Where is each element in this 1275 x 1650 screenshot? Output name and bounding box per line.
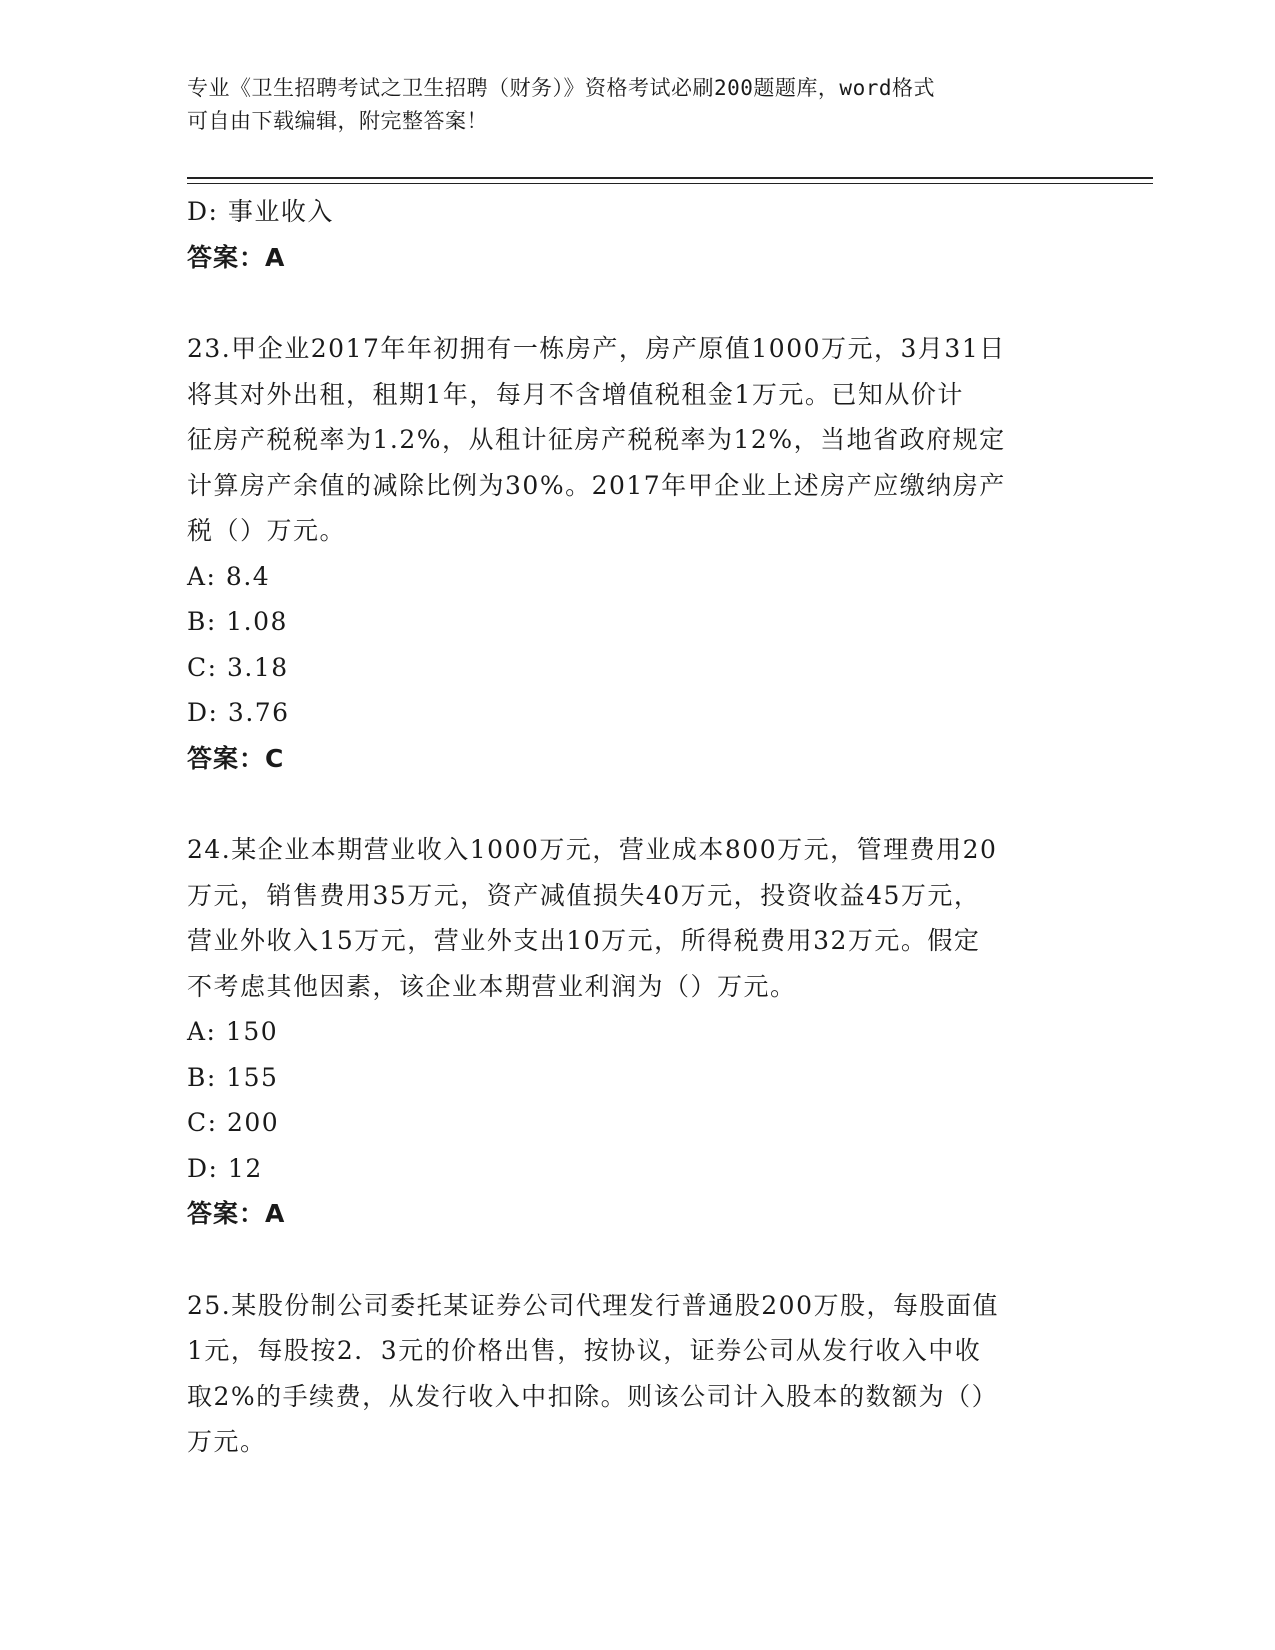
question-stem-line: 不考虑其他因素，该企业本期营业利润为（）万元。 <box>187 971 797 1001</box>
question-stem-line: 1元，每股按2．3元的价格出售，按协议，证券公司从发行收入中收 <box>187 1336 982 1365</box>
header-divider-thick <box>187 177 1153 179</box>
option-c: C: 3.18 <box>187 652 289 682</box>
option-d: D: 12 <box>187 1153 263 1183</box>
question-stem-line: 取2%的手续费，从发行收入中扣除。则该公司计入股本的数额为（） <box>187 1381 999 1411</box>
question-gap <box>187 781 1082 827</box>
question-stem-line: 营业外收入15万元，营业外支出10万元，所得税费用32万元。假定 <box>187 926 981 955</box>
header-title-line-2: 可自由下载编辑，附完整答案！ <box>187 109 488 133</box>
question-stem-line: 23.甲企业2017年年初拥有一栋房产，房产原值1000万元，3月31日 <box>187 334 1006 363</box>
option-d: D: 事业收入 <box>187 197 334 226</box>
answer-line: 答案：C <box>187 743 285 773</box>
option-a: A: 8.4 <box>187 561 271 591</box>
question-stem-line: 将其对外出租，租期1年，每月不含增值税租金1万元。已知从价计 <box>187 379 964 409</box>
question-stem-line: 征房产税税率为1.2%，从租计征房产税税率为12%，当地省政府规定 <box>187 425 1006 454</box>
question-stem-line: 税（）万元。 <box>187 516 347 545</box>
question-24 <box>187 827 1082 1237</box>
question-22-tail <box>187 189 1082 280</box>
answer-line: 答案：A <box>187 242 286 272</box>
question-25 <box>187 1283 1082 1465</box>
option-b: B: 1.08 <box>187 607 288 636</box>
question-gap <box>187 280 1082 326</box>
question-stem-line: 万元。 <box>187 1427 267 1456</box>
page-header <box>187 72 1067 138</box>
question-stem-line: 24.某企业本期营业收入1000万元，营业成本800万元，管理费用20 <box>187 835 998 864</box>
question-content <box>187 189 1082 1465</box>
question-23 <box>187 326 1082 781</box>
question-gap <box>187 1237 1082 1283</box>
option-c: C: 200 <box>187 1108 280 1137</box>
option-a: A: 150 <box>187 1017 279 1046</box>
answer-line: 答案：A <box>187 1199 286 1228</box>
question-stem-line: 万元，销售费用35万元，资产减值损失40万元，投资收益45万元， <box>187 880 981 910</box>
question-stem-line: 25.某股份制公司委托某证券公司代理发行普通股200万股，每股面值 <box>187 1290 999 1320</box>
header-divider-thin <box>187 183 1153 184</box>
option-b: B: 155 <box>187 1062 279 1092</box>
header-title-line-1: 专业《卫生招聘考试之卫生招聘（财务）》资格考试必刷200题题库，word格式 <box>187 76 935 100</box>
option-d: D: 3.76 <box>187 698 290 727</box>
question-stem-line: 计算房产余值的减除比例为30%。2017年甲企业上述房产应缴纳房产 <box>187 470 1006 500</box>
